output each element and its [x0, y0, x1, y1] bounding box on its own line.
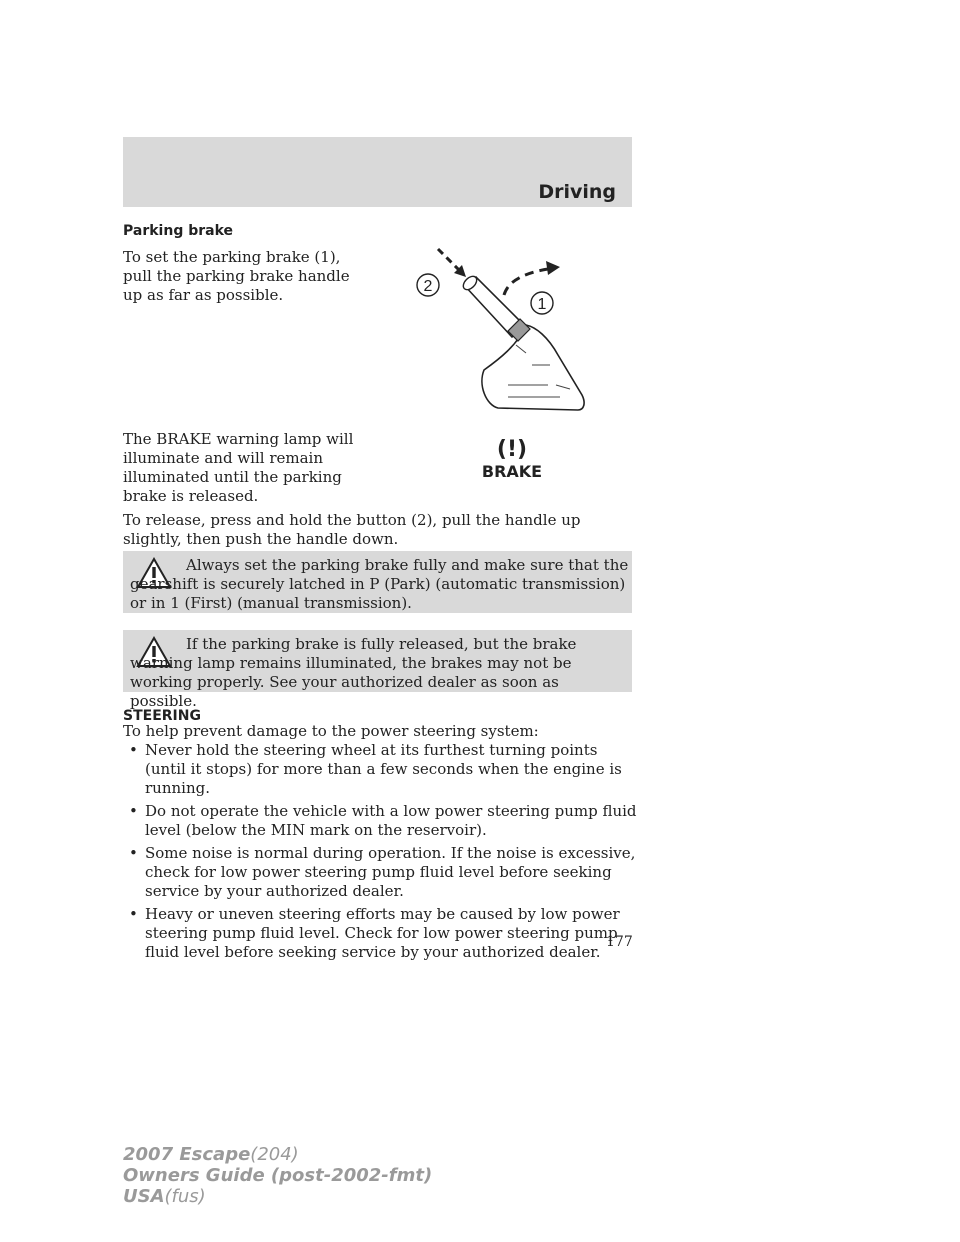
list-item-text: Heavy or uneven steering efforts may be caused by low power steering pump fluid level. Check for low power steering pump fluid level before seeking service by your authorized dealer. — [145, 905, 620, 961]
footer-model-code: (204) — [250, 1144, 299, 1165]
bullet-icon: • — [129, 844, 138, 862]
footer-market-code: (fus) — [164, 1186, 206, 1207]
callout-2-label: 2 — [423, 278, 433, 295]
brake-lamp-symbol: (!) — [496, 437, 528, 462]
warning-box-1 — [123, 551, 632, 613]
bullet-icon: • — [129, 802, 138, 820]
section-header-band — [123, 137, 632, 207]
warning-text-2: If the parking brake is fully released, but the brake warning lamp remains illuminated, the brakes may not be working properly. See your authorized dealer as soon as possible. — [130, 635, 577, 710]
steering-heading: STEERING — [123, 708, 201, 724]
footer-guide-name: Owners Guide (post-2002-fmt) — [123, 1165, 433, 1186]
section-title: Driving — [538, 181, 616, 203]
warning-text-1: Always set the parking brake fully and make sure that the gearshift is securely latched in P (Park) (automatic transmission) or in 1 (First) (manual transmission). — [130, 556, 629, 612]
brake-warning-lamp-icon — [480, 438, 544, 482]
parking-brake-heading: Parking brake — [123, 223, 234, 239]
brake-lamp-text: The BRAKE warning lamp will illuminate and will remain illuminated until the parking brake is released. — [123, 430, 354, 505]
list-item-text: Do not operate the vehicle with a low power steering pump fluid level (below the MIN mark on the reservoir). — [145, 802, 637, 839]
footer-market: USA — [123, 1186, 165, 1207]
parking-brake-set-text: To set the parking brake (1), pull the parking brake handle up as far as possible. — [123, 248, 350, 304]
footer-model: 2007 Escape — [123, 1144, 251, 1165]
document-footer — [123, 1144, 432, 1207]
brake-lamp-label: BRAKE — [481, 462, 543, 481]
warning-box-2 — [123, 630, 632, 710]
callout-1-label: 1 — [537, 296, 547, 313]
list-item — [123, 844, 638, 901]
list-item-text: Some noise is normal during operation. If the noise is excessive, check for low power steering pump fluid level before seeking service by your authorized dealer. — [145, 844, 636, 900]
list-item — [123, 905, 638, 962]
list-item-text: Never hold the steering wheel at its furthest turning points (until it stops) for more than a few seconds when the engine is running. — [145, 741, 622, 797]
list-item — [123, 741, 638, 798]
page-number: 177 — [606, 934, 633, 950]
list-item — [123, 802, 638, 840]
steering-bullet-list — [123, 741, 638, 966]
release-text: To release, press and hold the button (2), pull the handle up slightly, then push the handle down. — [123, 511, 581, 548]
bullet-icon: • — [129, 905, 138, 923]
parking-brake-illustration — [408, 245, 604, 415]
steering-intro: To help prevent damage to the power steering system: — [123, 722, 539, 740]
bullet-icon: • — [129, 741, 138, 759]
